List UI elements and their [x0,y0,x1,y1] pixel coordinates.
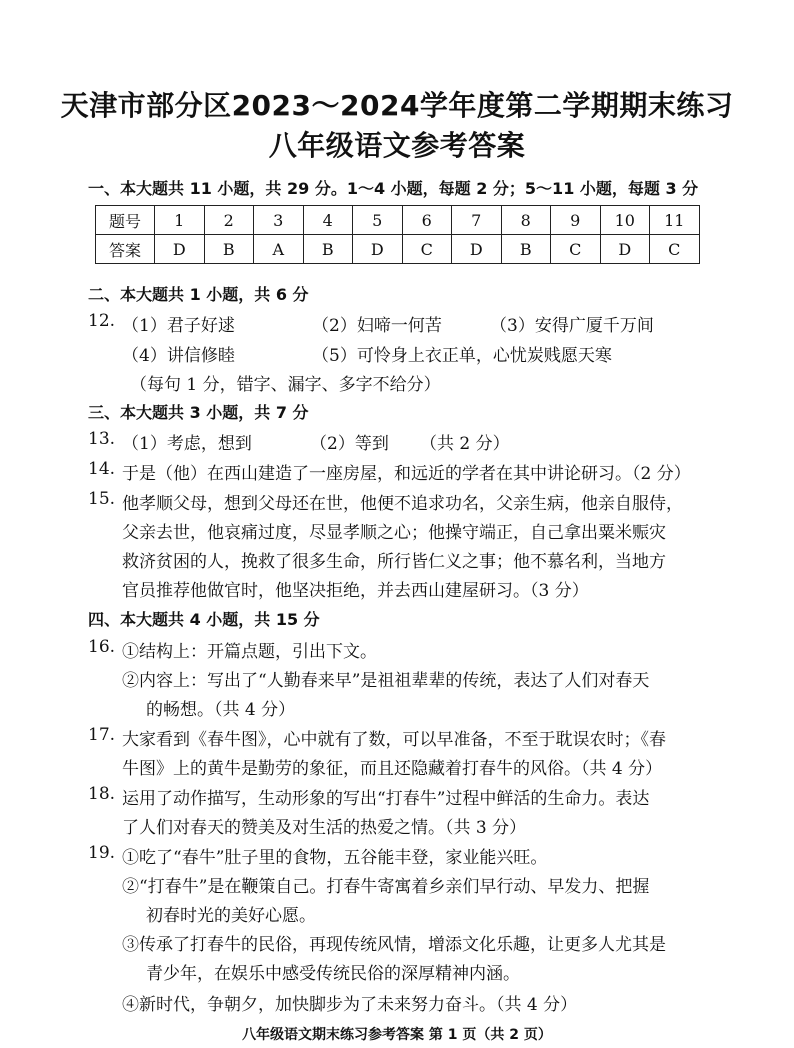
table-cell: B [204,235,254,264]
answer-text: 了人们对春天的赞美及对生活的热爱之情。（共 3 分） [122,818,527,838]
table-cell: 9 [551,206,601,235]
answer-text: 父亲去世，他哀痛过度，尽显孝顺之心；他操守端正，自己拿出粟米赈灾 [122,523,666,543]
table-cell: 11 [650,206,700,235]
question-number: 18. [88,784,116,804]
answer-item: （2）等到 [310,434,389,454]
answer-text: 他孝顺父母，想到父母还在世，他便不追求功名，父亲生病，他亲自服侍， [122,494,683,514]
table-cell: C [551,235,601,264]
table-row [96,206,700,235]
question-number: 16. [88,637,116,657]
table-cell: D [600,235,650,264]
answer-text: 的畅想。（共 4 分） [146,700,296,720]
table-cell: 7 [452,206,502,235]
answer-item: （5）可怜身上衣正单，心忧炭贱愿天寒 [312,346,612,366]
answer-text: ④新时代，争朝夕，加快脚步为了未来努力奋斗。（共 4 分） [122,995,578,1015]
table-cell: B [501,235,551,264]
answer-text: 于是（他）在西山建造了一座房屋，和远近的学者在其中讲论研习。（2 分） [122,464,691,484]
section-1-heading: 一、本大题共 11 小题，共 29 分。1～4 小题，每题 2 分；5～11 小题，每题 3 分 [88,179,699,198]
answer-text: ①结构上：开篇点题，引出下文。 [122,642,377,662]
answer-item: （1）君子好逑 [122,316,235,336]
table-cell: 5 [353,206,403,235]
document-subtitle: 八年级语文参考答案 [268,129,526,162]
score-text: （共 2 分） [420,434,510,454]
answer-text: 初春时光的美好心愿。 [146,906,316,926]
answer-text: 官员推荐他做官时，他坚决拒绝，并去西山建屋研习。（3 分） [122,581,589,601]
page-footer: 八年级语文期末练习参考答案 第 1 页（共 2 页） [242,1027,552,1043]
answer-text: ①吃了“春牛”肚子里的食物，五谷能丰登，家业能兴旺。 [122,848,548,868]
answer-text: 运用了动作描写，生动形象的写出“打春牛”过程中鲜活的生命力。表达 [122,789,650,809]
question-number: 12. [88,311,116,331]
section-2-heading: 二、本大题共 1 小题，共 6 分 [88,285,309,304]
answer-item: （4）讲信修睦 [122,346,235,366]
table-row [96,235,700,264]
table-cell: 10 [600,206,650,235]
question-number: 14. [88,459,116,479]
answer-text: 大家看到《春牛图》，心中就有了数，可以早准备，不至于耽误农时；《春 [122,730,666,750]
answer-table [95,205,700,264]
answer-item: （3）安得广厦千万间 [490,316,654,336]
answer-text: 救济贫困的人，挽救了很多生命，所行皆仁义之事；他不慕名利，当地方 [122,552,666,572]
question-number: 15. [88,489,116,509]
table-cell: 3 [254,206,304,235]
question-number: 17. [88,725,116,745]
table-cell: A [254,235,304,264]
section-3-heading: 三、本大题共 3 小题，共 7 分 [88,403,309,422]
table-cell: 6 [402,206,452,235]
table-cell: D [353,235,403,264]
answer-text: ②内容上：写出了“人勤春来早”是祖祖辈辈的传统，表达了人们对春天 [122,671,650,691]
answer-text: ②“打春牛”是在鞭策自己。打春牛寄寓着乡亲们早行动、早发力、把握 [122,877,650,897]
table-cell: D [452,235,502,264]
table-cell: 1 [155,206,205,235]
table-cell: 2 [204,206,254,235]
answer-item: （1）考虑，想到 [122,434,252,454]
document-title: 天津市部分区2023～2024学年度第二学期期末练习 [60,89,734,122]
scoring-note: （每句 1 分，错字、漏字、多字不给分） [130,375,441,395]
table-row-label: 答案 [96,235,155,264]
answer-text: 牛图》上的黄牛是勤劳的象征，而且还隐藏着打春牛的风俗。（共 4 分） [122,759,663,779]
answer-text: ③传承了打春牛的民俗，再现传统风情，增添文化乐趣，让更多人尤其是 [122,935,666,955]
table-cell: C [650,235,700,264]
table-cell: D [155,235,205,264]
answer-text: 青少年，在娱乐中感受传统民俗的深厚精神内涵。 [146,964,520,984]
table-cell: 8 [501,206,551,235]
table-row-label: 题号 [96,206,155,235]
question-number: 13. [88,429,116,449]
table-cell: 4 [303,206,353,235]
table-cell: C [402,235,452,264]
table-cell: B [303,235,353,264]
answer-item: （2）妇啼一何苦 [312,316,442,336]
question-number: 19. [88,843,116,863]
section-4-heading: 四、本大题共 4 小题，共 15 分 [88,610,320,629]
